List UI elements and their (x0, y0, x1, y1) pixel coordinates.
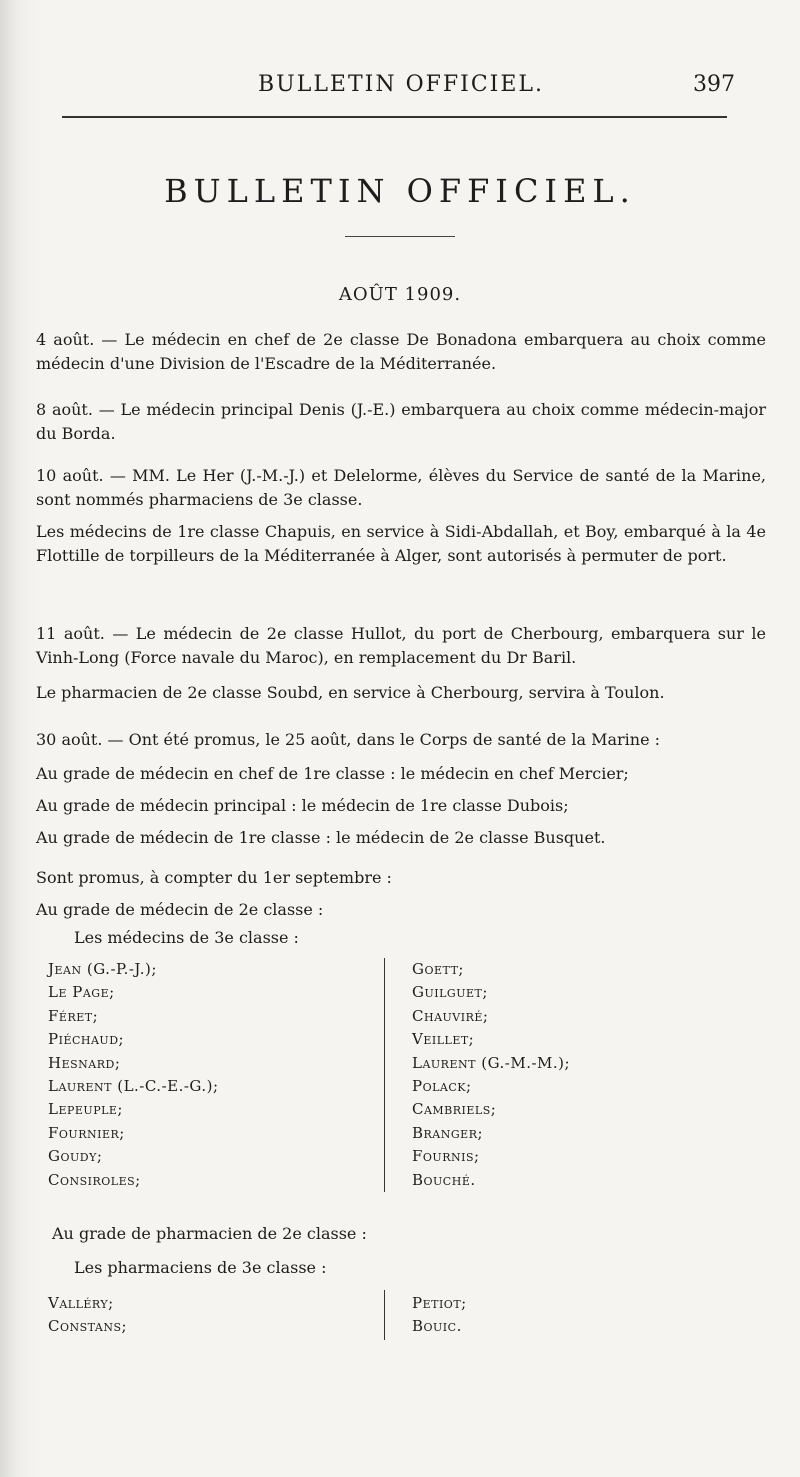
pharmaciens-list-right (412, 1292, 467, 1339)
list-item: Constans; (48, 1317, 128, 1336)
header-rule (62, 116, 727, 118)
paragraph-pharmaciens-3e: Les pharmaciens de 3e classe : (74, 1258, 327, 1277)
column-divider (384, 958, 385, 1192)
column-divider (384, 1290, 385, 1340)
list-item: Jean (G.-P.-J.); (48, 960, 157, 978)
title-rule (345, 236, 455, 237)
list-item: Guilguet; (412, 983, 488, 1002)
pharmaciens-list-left (48, 1292, 127, 1339)
list-item: Bouché. (412, 1170, 476, 1189)
list-item: Goett; (412, 960, 464, 978)
list-item: Laurent (L.-C.-E.-G.); (48, 1077, 219, 1096)
medecins-list-right (412, 958, 570, 1192)
list-item: Goudy; (48, 1147, 103, 1166)
paragraph-11-aout: 11 août. — Le médecin de 2e classe Hullot, du port de Cherbourg, embarquera sur le Vinh-Long (Force navale du Maroc), en remplacement du Dr Baril. (36, 624, 766, 667)
medecins-list-left (48, 958, 219, 1192)
list-item: Consiroles; (48, 1170, 141, 1189)
paragraph-10-aout: 10 août. — MM. Le Her (J.-M.-J.) et Delelorme, élèves du Service de santé de la Marine, sont nommés pharmaciens de 3e classe. (36, 466, 766, 509)
list-item: Polack; (412, 1077, 472, 1096)
paragraph-8-aout: 8 août. — Le médecin principal Denis (J.-E.) embarquera au choix comme médecin-major du Borda. (36, 400, 766, 443)
list-item: Fournier; (48, 1123, 125, 1142)
list-item: Bouic. (412, 1317, 462, 1336)
promotion-medecin-chef: Au grade de médecin en chef de 1re classe : le médecin en chef Mercier; (36, 764, 629, 783)
promotion-medecin-principal: Au grade de médecin principal : le médecin de 1re classe Dubois; (36, 796, 569, 815)
paragraph-sont-promus: Sont promus, à compter du 1er septembre : (36, 868, 392, 887)
paragraph-permutation: Les médecins de 1re classe Chapuis, en service à Sidi-Abdallah, et Boy, embarqué à la 4e Flottille de torpilleurs de la Méditerranée à Alger, sont autorisés à permuter de port. (36, 522, 766, 565)
list-item: Petiot; (412, 1294, 467, 1312)
paragraph-medecins-3e: Les médecins de 3e classe : (74, 928, 299, 947)
list-item: Branger; (412, 1123, 484, 1142)
running-header (0, 72, 800, 102)
paragraph-pharmacien-soubd: Le pharmacien de 2e classe Soubd, en service à Cherbourg, servira à Toulon. (36, 683, 665, 702)
paragraph-grade-pharmacien-2e: Au grade de pharmacien de 2e classe : (52, 1224, 367, 1243)
paragraph-grade-medecin-2e: Au grade de médecin de 2e classe : (36, 900, 324, 919)
paragraph-4-aout: 4 août. — Le médecin en chef de 2e classe De Bonadona embarquera au choix comme médecin d'une Division de l'Escadre de la Méditerranée. (36, 330, 766, 373)
list-item: Valléry; (48, 1294, 114, 1312)
promotion-medecin-1re: Au grade de médecin de 1re classe : le médecin de 2e classe Busquet. (36, 828, 606, 847)
page-number: 397 (693, 72, 735, 97)
main-title: BULLETIN OFFICIEL. (164, 172, 636, 210)
list-item: Féret; (48, 1006, 99, 1025)
running-title: BULLETIN OFFICIEL. (258, 72, 545, 97)
list-item: Laurent (G.-M.-M.); (412, 1053, 571, 1072)
list-item: Veillet; (412, 1030, 475, 1049)
list-item: Fournis; (412, 1147, 480, 1166)
date-heading: AOÛT 1909. (338, 284, 462, 305)
list-item: Hesnard; (48, 1053, 121, 1072)
list-item: Piéchaud; (48, 1030, 125, 1049)
paragraph-30-aout: 30 août. — Ont été promus, le 25 août, dans le Corps de santé de la Marine : (36, 730, 661, 749)
list-item: Cambriels; (412, 1100, 497, 1119)
list-item: Lepeuple; (48, 1100, 123, 1119)
list-item: Chauviré; (412, 1006, 489, 1025)
list-item: Le Page; (48, 983, 115, 1002)
